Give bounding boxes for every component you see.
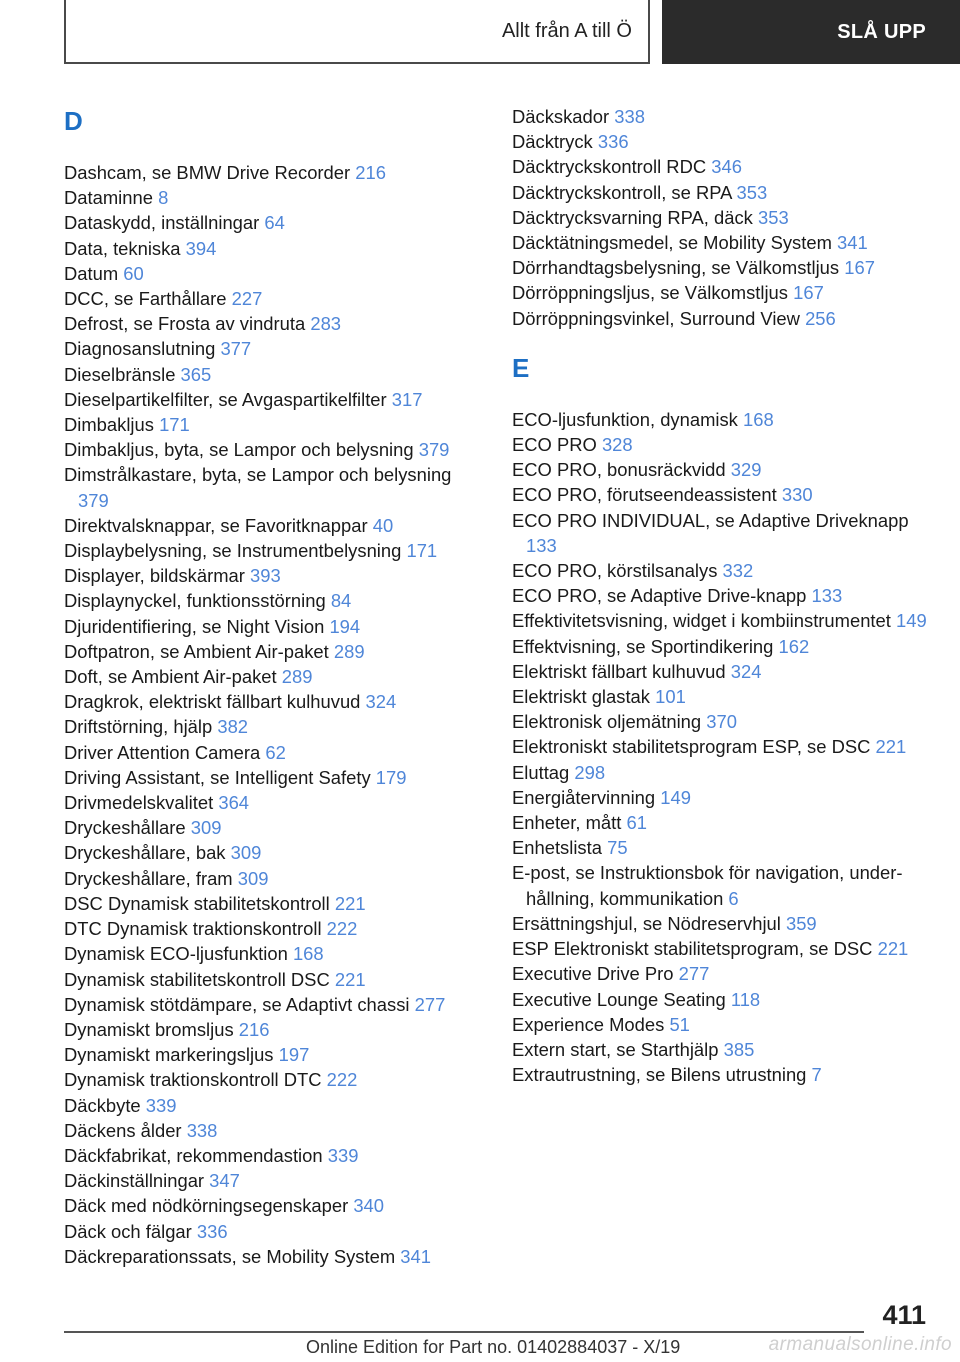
index-entry (512, 1062, 932, 1087)
page-reference-link[interactable]: 64 (264, 212, 285, 234)
index-entry-text: Dieselpartikelfilter, se Avgaspartikelfilter (64, 388, 387, 410)
page-reference-link[interactable]: 338 (614, 106, 645, 127)
index-entry-text: Dimbakljus, byta, se Lampor och belysning (64, 439, 414, 461)
index-entry (64, 563, 474, 588)
index-entry (64, 1244, 474, 1269)
index-entry-text: Enheter, mått (512, 812, 622, 834)
page-reference-link[interactable]: 359 (785, 912, 817, 934)
index-entry (64, 588, 474, 613)
page-reference-link[interactable]: 221 (334, 968, 366, 990)
index-entry-text: Extrautrustning, se Bilens utrustning (512, 1064, 807, 1086)
index-entry-text: Dynamisk traktionskontroll DTC (64, 1069, 322, 1091)
index-entry (64, 462, 474, 512)
page-reference-link[interactable]: 289 (333, 640, 365, 662)
index-entry-text: Elektroniskt stabilitetsprogram ESP, se DSC (512, 736, 871, 758)
section-letter-e: E (512, 352, 530, 383)
index-entry (512, 810, 932, 835)
page-reference-link[interactable]: 283 (310, 313, 342, 335)
index-entry (64, 387, 474, 412)
page-reference-link[interactable]: 339 (327, 1144, 359, 1166)
index-entry-text: Effektivitetsvisning, widget i kombiinstrumentet (512, 610, 891, 632)
index-entry (512, 860, 932, 910)
page-reference-link[interactable]: 382 (217, 716, 249, 738)
page-reference-link[interactable]: 162 (778, 635, 810, 657)
index-entry (512, 709, 932, 734)
page-reference-link[interactable]: 118 (730, 988, 761, 1010)
index-entry (512, 835, 932, 860)
index-entry-text: Dynamiskt bromsljus (64, 1018, 234, 1040)
index-entry-text: Dryckeshållare (64, 817, 186, 839)
index-entry (512, 129, 932, 154)
page-reference-link[interactable]: 370 (706, 711, 737, 733)
index-entry (64, 992, 474, 1017)
index-entry (64, 916, 474, 941)
index-entry (64, 261, 474, 286)
index-entry-text: Däckreparationssats, se Mobility System (64, 1245, 396, 1267)
index-entry-text: Energiåtervinning (512, 786, 656, 808)
index-entry (64, 941, 474, 966)
index-entry (512, 608, 932, 633)
index-entry (512, 734, 932, 759)
page-reference-link[interactable]: 394 (185, 237, 217, 259)
index-entry-text: Driftstörning, hjälp (64, 716, 213, 738)
page-reference-link[interactable]: 346 (711, 156, 742, 178)
index-entry-text: Datum (64, 262, 119, 284)
page-reference-link[interactable]: 7 (811, 1064, 822, 1086)
index-list-d (64, 160, 474, 1269)
index-entry-text: Dynamiskt markeringsljus (64, 1044, 274, 1066)
index-entry (64, 538, 474, 563)
index-entry-text: Däck med nödkörningsegenskaper (64, 1195, 349, 1217)
index-entry (64, 311, 474, 336)
page-reference-link[interactable]: 336 (196, 1220, 228, 1242)
edition-footer: Online Edition for Part no. 01402884037 - X/19 (306, 1337, 681, 1357)
index-entry-text: Däckens ålder (64, 1119, 182, 1141)
page-reference-link[interactable]: 179 (375, 766, 407, 788)
index-entry (64, 840, 474, 865)
index-entry (64, 664, 474, 689)
index-entry-text: Displaynyckel, funktionsstörning (64, 590, 326, 612)
index-entry-text: Ersättningshjul, se Nödreservhjul (512, 912, 781, 934)
index-entry (64, 185, 474, 210)
index-entry-text: Data, tekniska (64, 237, 181, 259)
index-entry (64, 236, 474, 261)
index-entry (64, 1118, 474, 1143)
index-entry-text: Dieselbränsle (64, 363, 176, 385)
page-reference-link[interactable]: 328 (601, 434, 633, 456)
index-entry (512, 936, 932, 961)
page-reference-link[interactable]: 317 (391, 388, 423, 410)
index-entry (512, 306, 932, 331)
index-entry (512, 583, 932, 608)
index-entry (512, 785, 932, 810)
index-entry (64, 210, 474, 235)
index-entry-text: Diagnosanslutning (64, 338, 216, 360)
index-entry (512, 230, 932, 255)
page-reference-link[interactable]: 40 (372, 514, 394, 536)
index-entry-text: ECO PRO INDIVIDUAL, se Adaptive Driveknapp (512, 509, 909, 531)
page-reference-link[interactable]: 329 (730, 459, 762, 481)
page-reference-link[interactable]: 8 (158, 187, 169, 209)
index-entry-text: Däcktätningsmedel, se Mobility System (512, 232, 832, 254)
index-entry (512, 180, 932, 205)
index-entry (64, 513, 474, 538)
index-entry-text: Drivmedelskvalitet (64, 792, 214, 814)
watermark: armanualsonline.info (768, 1334, 952, 1355)
index-entry (512, 558, 932, 583)
index-entry-text: Dörrhandtagsbelysning, se Välkomstljus (512, 257, 840, 279)
index-entry (512, 280, 932, 305)
index-entry-text: Elektriskt glastak (512, 686, 650, 708)
index-entry (64, 412, 474, 437)
index-entry-text: Elektriskt fällbart kulhuvud (512, 660, 726, 682)
page-reference-link[interactable]: 277 (414, 993, 446, 1015)
index-entry-text: Däckinställningar (64, 1170, 205, 1192)
index-entry-text: Däcktryckskontroll RDC (512, 156, 707, 178)
index-entry-text: Driving Assistant, se Intelligent Safety (64, 766, 371, 788)
index-entry-text: Dashcam, se BMW Drive Recorder (64, 162, 351, 183)
index-entry-text: Dataminne (64, 187, 153, 209)
index-entry-text: Däcktrycksvarning RPA, däck (512, 206, 753, 228)
index-entry (64, 362, 474, 387)
index-entry (64, 1219, 474, 1244)
index-entry (64, 160, 474, 185)
page-reference-link[interactable]: 167 (793, 282, 824, 304)
page-reference-link[interactable]: 84 (330, 590, 352, 612)
page-reference-link[interactable]: 171 (406, 540, 438, 562)
page-reference-link[interactable]: 393 (250, 565, 281, 587)
index-entry (64, 1193, 474, 1218)
page-reference-link[interactable]: 133 (811, 585, 843, 607)
tab-look-up-label: SLÅ UPP (837, 20, 926, 43)
index-entry-text: DSC Dynamisk stabilitetskontroll (64, 892, 330, 914)
page-reference-link[interactable]: 61 (626, 812, 647, 834)
page-reference-link[interactable]: 75 (607, 837, 628, 859)
index-entry-text: ECO PRO, bonusräckvidd (512, 459, 726, 481)
page-reference-link[interactable]: 309 (237, 867, 269, 889)
page-reference-link[interactable]: 353 (736, 181, 768, 203)
page-reference-link[interactable]: 338 (186, 1119, 218, 1141)
index-entry-text: Dynamisk stabilitetskontroll DSC (64, 968, 330, 990)
index-entry (64, 336, 474, 361)
page-reference-link[interactable]: 298 (574, 761, 606, 783)
index-entry (64, 790, 474, 815)
page-reference-link[interactable]: 149 (660, 786, 691, 808)
index-entry-text: ESP Elektroniskt stabilitetsprogram, se DSC (512, 938, 873, 960)
page-reference-link[interactable]: 216 (355, 162, 386, 183)
index-entry-text: Elektronisk oljemätning (512, 711, 702, 733)
page-reference-link[interactable]: 51 (669, 1013, 690, 1035)
index-entry (512, 508, 932, 558)
index-entry (512, 104, 932, 129)
index-entry-text: Däckbyte (64, 1094, 141, 1116)
index-entry (512, 659, 932, 684)
index-entry-text: Executive Lounge Seating (512, 988, 726, 1010)
page-reference-link[interactable]: 309 (190, 817, 222, 839)
tab-a-to-z[interactable] (64, 0, 650, 64)
page-reference-link[interactable]: 324 (365, 691, 397, 713)
index-entry (64, 614, 474, 639)
index-entry (512, 760, 932, 785)
page-reference-link[interactable]: 62 (265, 741, 286, 763)
index-entry (64, 815, 474, 840)
page-reference-link[interactable]: 167 (844, 257, 875, 279)
index-entry-text: Displayer, bildskärmar (64, 565, 245, 587)
page-reference-link[interactable]: 221 (334, 892, 366, 914)
page-reference-link[interactable]: 221 (875, 736, 907, 758)
index-entry (512, 987, 932, 1012)
page-reference-link[interactable]: 101 (655, 686, 686, 708)
index-entry-text: ECO PRO, körstilsanalys (512, 560, 718, 582)
index-entry-text: Direktvalsknappar, se Favoritknappar (64, 514, 368, 536)
page-reference-link[interactable]: 332 (722, 560, 754, 582)
page-reference-link[interactable]: 227 (231, 288, 263, 310)
index-entry (512, 205, 932, 230)
page-reference-link[interactable]: 60 (123, 262, 144, 284)
page-reference-link[interactable]: 379 (418, 439, 450, 461)
page-reference-link[interactable]: 222 (326, 1069, 358, 1091)
page-reference-link[interactable]: 149 (896, 610, 927, 632)
index-entry-text: ECO PRO, förutseendeassistent (512, 484, 777, 506)
index-entry (64, 1067, 474, 1092)
index-entry-text: Executive Drive Pro (512, 963, 674, 985)
index-entry (64, 866, 474, 891)
index-entry (64, 740, 474, 765)
index-entry (64, 1143, 474, 1168)
index-entry (64, 1168, 474, 1193)
index-entry (512, 482, 932, 507)
index-entry-text: Doft, se Ambient Air-paket (64, 666, 277, 688)
page-reference-link[interactable]: 168 (292, 943, 324, 965)
index-entry-text: Doftpatron, se Ambient Air-paket (64, 640, 329, 662)
index-entry (64, 891, 474, 916)
index-entry (64, 714, 474, 739)
page-reference-link[interactable]: 341 (400, 1245, 431, 1267)
index-entry-text: Dragkrok, elektriskt fällbart kulhuvud (64, 691, 361, 713)
index-entry (512, 1012, 932, 1037)
index-entry-text: Däck och fälgar (64, 1220, 192, 1242)
index-entry-text: DCC, se Farthållare (64, 288, 227, 310)
index-entry-text: Däcktryck (512, 131, 593, 153)
index-entry-text: Extern start, se Starthjälp (512, 1038, 719, 1060)
page-reference-link[interactable]: 364 (218, 792, 250, 814)
page-reference-link[interactable]: 341 (837, 232, 868, 254)
index-entry (512, 407, 932, 432)
index-entry (64, 1093, 474, 1118)
page-reference-link[interactable]: 256 (805, 307, 836, 329)
page-reference-link[interactable]: 385 (723, 1038, 755, 1060)
page-reference-link[interactable]: 6 (728, 887, 739, 909)
index-entry-text: Dataskydd, inställningar (64, 212, 260, 234)
index-entry-text: Dryckeshållare, fram (64, 867, 233, 889)
index-entry-text: ECO-ljusfunktion, dynamisk (512, 408, 738, 430)
page-number: 411 (882, 1300, 926, 1330)
index-entry-text: Dörröppningsljus, se Välkomstljus (512, 282, 788, 304)
page-reference-link[interactable]: 330 (781, 484, 813, 506)
page-reference-link[interactable]: 353 (757, 206, 789, 228)
index-entry-text: Eluttag (512, 761, 570, 783)
index-entry-text: Däckskador (512, 106, 610, 127)
index-column-right (512, 104, 932, 1087)
index-entry (64, 639, 474, 664)
page-reference-link[interactable]: 365 (180, 363, 212, 385)
index-entry-text: Enhetslista (512, 837, 602, 859)
page-reference-link[interactable]: 309 (230, 842, 262, 864)
index-list-e (512, 407, 932, 1087)
page-reference-link[interactable]: 277 (678, 963, 710, 985)
index-entry (512, 684, 932, 709)
index-entry-text: Effektvisning, se Sportindikering (512, 635, 774, 657)
tab-a-to-z-label: Allt från A till Ö (501, 19, 632, 42)
index-entry-text: Experience Modes (512, 1013, 665, 1035)
page-reference-link[interactable]: 197 (278, 1044, 310, 1066)
page-reference-link[interactable]: 222 (326, 918, 358, 940)
index-entry (512, 634, 932, 659)
footer-divider (64, 1331, 864, 1333)
page-reference-link[interactable]: 377 (220, 338, 252, 360)
index-entry (64, 689, 474, 714)
index-entry-text: Dynamisk stötdämpare, se Adaptivt chassi (64, 993, 410, 1015)
index-entry (512, 255, 932, 280)
index-entry-text: Defrost, se Frosta av vindruta (64, 313, 306, 335)
index-entry (64, 286, 474, 311)
index-entry (64, 967, 474, 992)
index-entry-text: Dryckeshållare, bak (64, 842, 226, 864)
index-entry-text: ECO PRO, se Adaptive Drive-knapp (512, 585, 807, 607)
index-entry-text: Displaybelysning, se Instrumentbelysning (64, 540, 402, 562)
index-entry (512, 432, 932, 457)
index-entry-text: Djuridentifiering, se Night Vision (64, 615, 325, 637)
page-reference-link[interactable]: 221 (877, 938, 909, 960)
index-entry (512, 457, 932, 482)
index-entry (64, 437, 474, 462)
index-entry-text: Dimstrålkastare, byta, se Lampor och belysning (64, 464, 452, 486)
index-entry-text: Driver Attention Camera (64, 741, 261, 763)
index-entry (512, 911, 932, 936)
page-reference-link[interactable]: 171 (159, 414, 190, 436)
index-entry-text: DTC Dynamisk traktionskontroll (64, 918, 322, 940)
page-reference-link[interactable]: 168 (743, 408, 774, 430)
index-entry (512, 961, 932, 986)
index-entry (64, 1017, 474, 1042)
index-entry-text: ECO PRO (512, 434, 597, 456)
index-entry-text: E-post, se Instruktionsbok för navigation, underhållning, kommunikation (512, 862, 903, 909)
index-entry (64, 765, 474, 790)
tab-look-up[interactable] (662, 0, 960, 64)
index-column-left (64, 98, 474, 1269)
page-reference-link[interactable]: 289 (281, 666, 313, 688)
index-list-d-continued (512, 104, 932, 331)
page-reference-link[interactable]: 324 (730, 660, 762, 682)
page-reference-link[interactable]: 339 (145, 1094, 177, 1116)
page-reference-link[interactable]: 194 (329, 615, 361, 637)
page-reference-link[interactable]: 216 (238, 1018, 270, 1040)
page-reference-link[interactable]: 379 (78, 489, 109, 511)
index-entry (512, 154, 932, 179)
section-letter-d: D (64, 106, 83, 136)
index-entry-text: Dörröppningsvinkel, Surround View (512, 307, 800, 329)
index-entry-text: Dynamisk ECO-ljusfunktion (64, 943, 288, 965)
top-navigation (0, 0, 960, 66)
page-reference-link[interactable]: 133 (526, 534, 557, 556)
index-entry-text: Däcktryckskontroll, se RPA (512, 181, 732, 203)
index-entry-text: Däckfabrikat, rekommendastion (64, 1144, 323, 1166)
index-entry (512, 1037, 932, 1062)
page-reference-link[interactable]: 340 (353, 1195, 385, 1217)
page-reference-link[interactable]: 347 (209, 1170, 240, 1192)
index-entry (64, 1042, 474, 1067)
page-reference-link[interactable]: 336 (597, 131, 629, 153)
index-entry-text: Dimbakljus (64, 414, 154, 436)
